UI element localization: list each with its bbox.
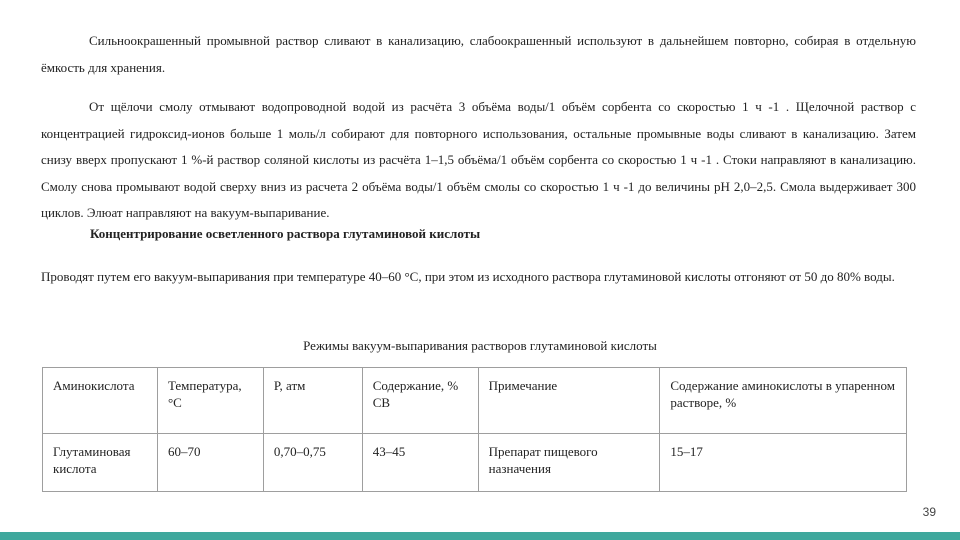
table-row xyxy=(43,434,907,492)
paragraph-3: Проводят путем его вакуум-выпаривания при температуре 40–60 °С, при этом из исходного раствора глутаминовой кислоты отгоняют от 50 до 80% воды. xyxy=(41,269,895,284)
paragraph-1: Сильноокрашенный промывной раствор сливают в канализацию, слабоокрашенный используют в дальнейшем повторно, собирая в отдельную ёмкость для хранения. xyxy=(41,33,916,75)
table-cell: 60–70 xyxy=(157,434,263,492)
header-cell-temperature: Температура, °С xyxy=(157,368,263,434)
table-cell: Препарат пищевого назначения xyxy=(478,434,660,492)
section-heading: Концентрирование осветленного раствора глутаминовой кислоты xyxy=(90,226,481,241)
table-header-row xyxy=(43,368,907,434)
footer-bar xyxy=(0,532,960,540)
header-cell-aminoacid: Аминокислота xyxy=(43,368,158,434)
header-cell-solids: Содержание, % СВ xyxy=(362,368,478,434)
data-table xyxy=(42,367,907,492)
paragraph-2: От щёлочи смолу отмывают водопроводной водой из расчёта 3 объёма воды/1 объём сорбента со скоростью 1 ч -1 . Щелочной раствор с концентрацией гидроксид-ионов больше 1 моль/л собирают для повторного использования, остальные промывные воды сливают в канализацию. Затем снизу вверх пропускают 1 %-й раствор соляной кислоты из расчёта 1–1,5 объёма/1 объём сорбента со скоростью 1 ч -1 . Стоки направляют в канализацию. Смолу снова промывают водой сверху вниз из расчета 2 объёма воды/1 объём смолы со скоростью 1 ч -1 до величины рН 2,0–2,5. Смола выдерживает 300 циклов. Элюат направляют на вакуум-выпаривание. xyxy=(41,99,916,220)
table-cell: 0,70–0,75 xyxy=(263,434,362,492)
table-cell: 43–45 xyxy=(362,434,478,492)
table-cell: Глутаминовая кислота xyxy=(43,434,158,492)
table-caption: Режимы вакуум-выпаривания растворов глутаминовой кислоты xyxy=(303,338,657,353)
header-cell-concentration: Содержание аминокислоты в упаренном растворе, % xyxy=(660,368,907,434)
table-cell: 15–17 xyxy=(660,434,907,492)
header-cell-pressure: Р, атм xyxy=(263,368,362,434)
header-cell-note: Примечание xyxy=(478,368,660,434)
page-number: 39 xyxy=(922,505,936,519)
